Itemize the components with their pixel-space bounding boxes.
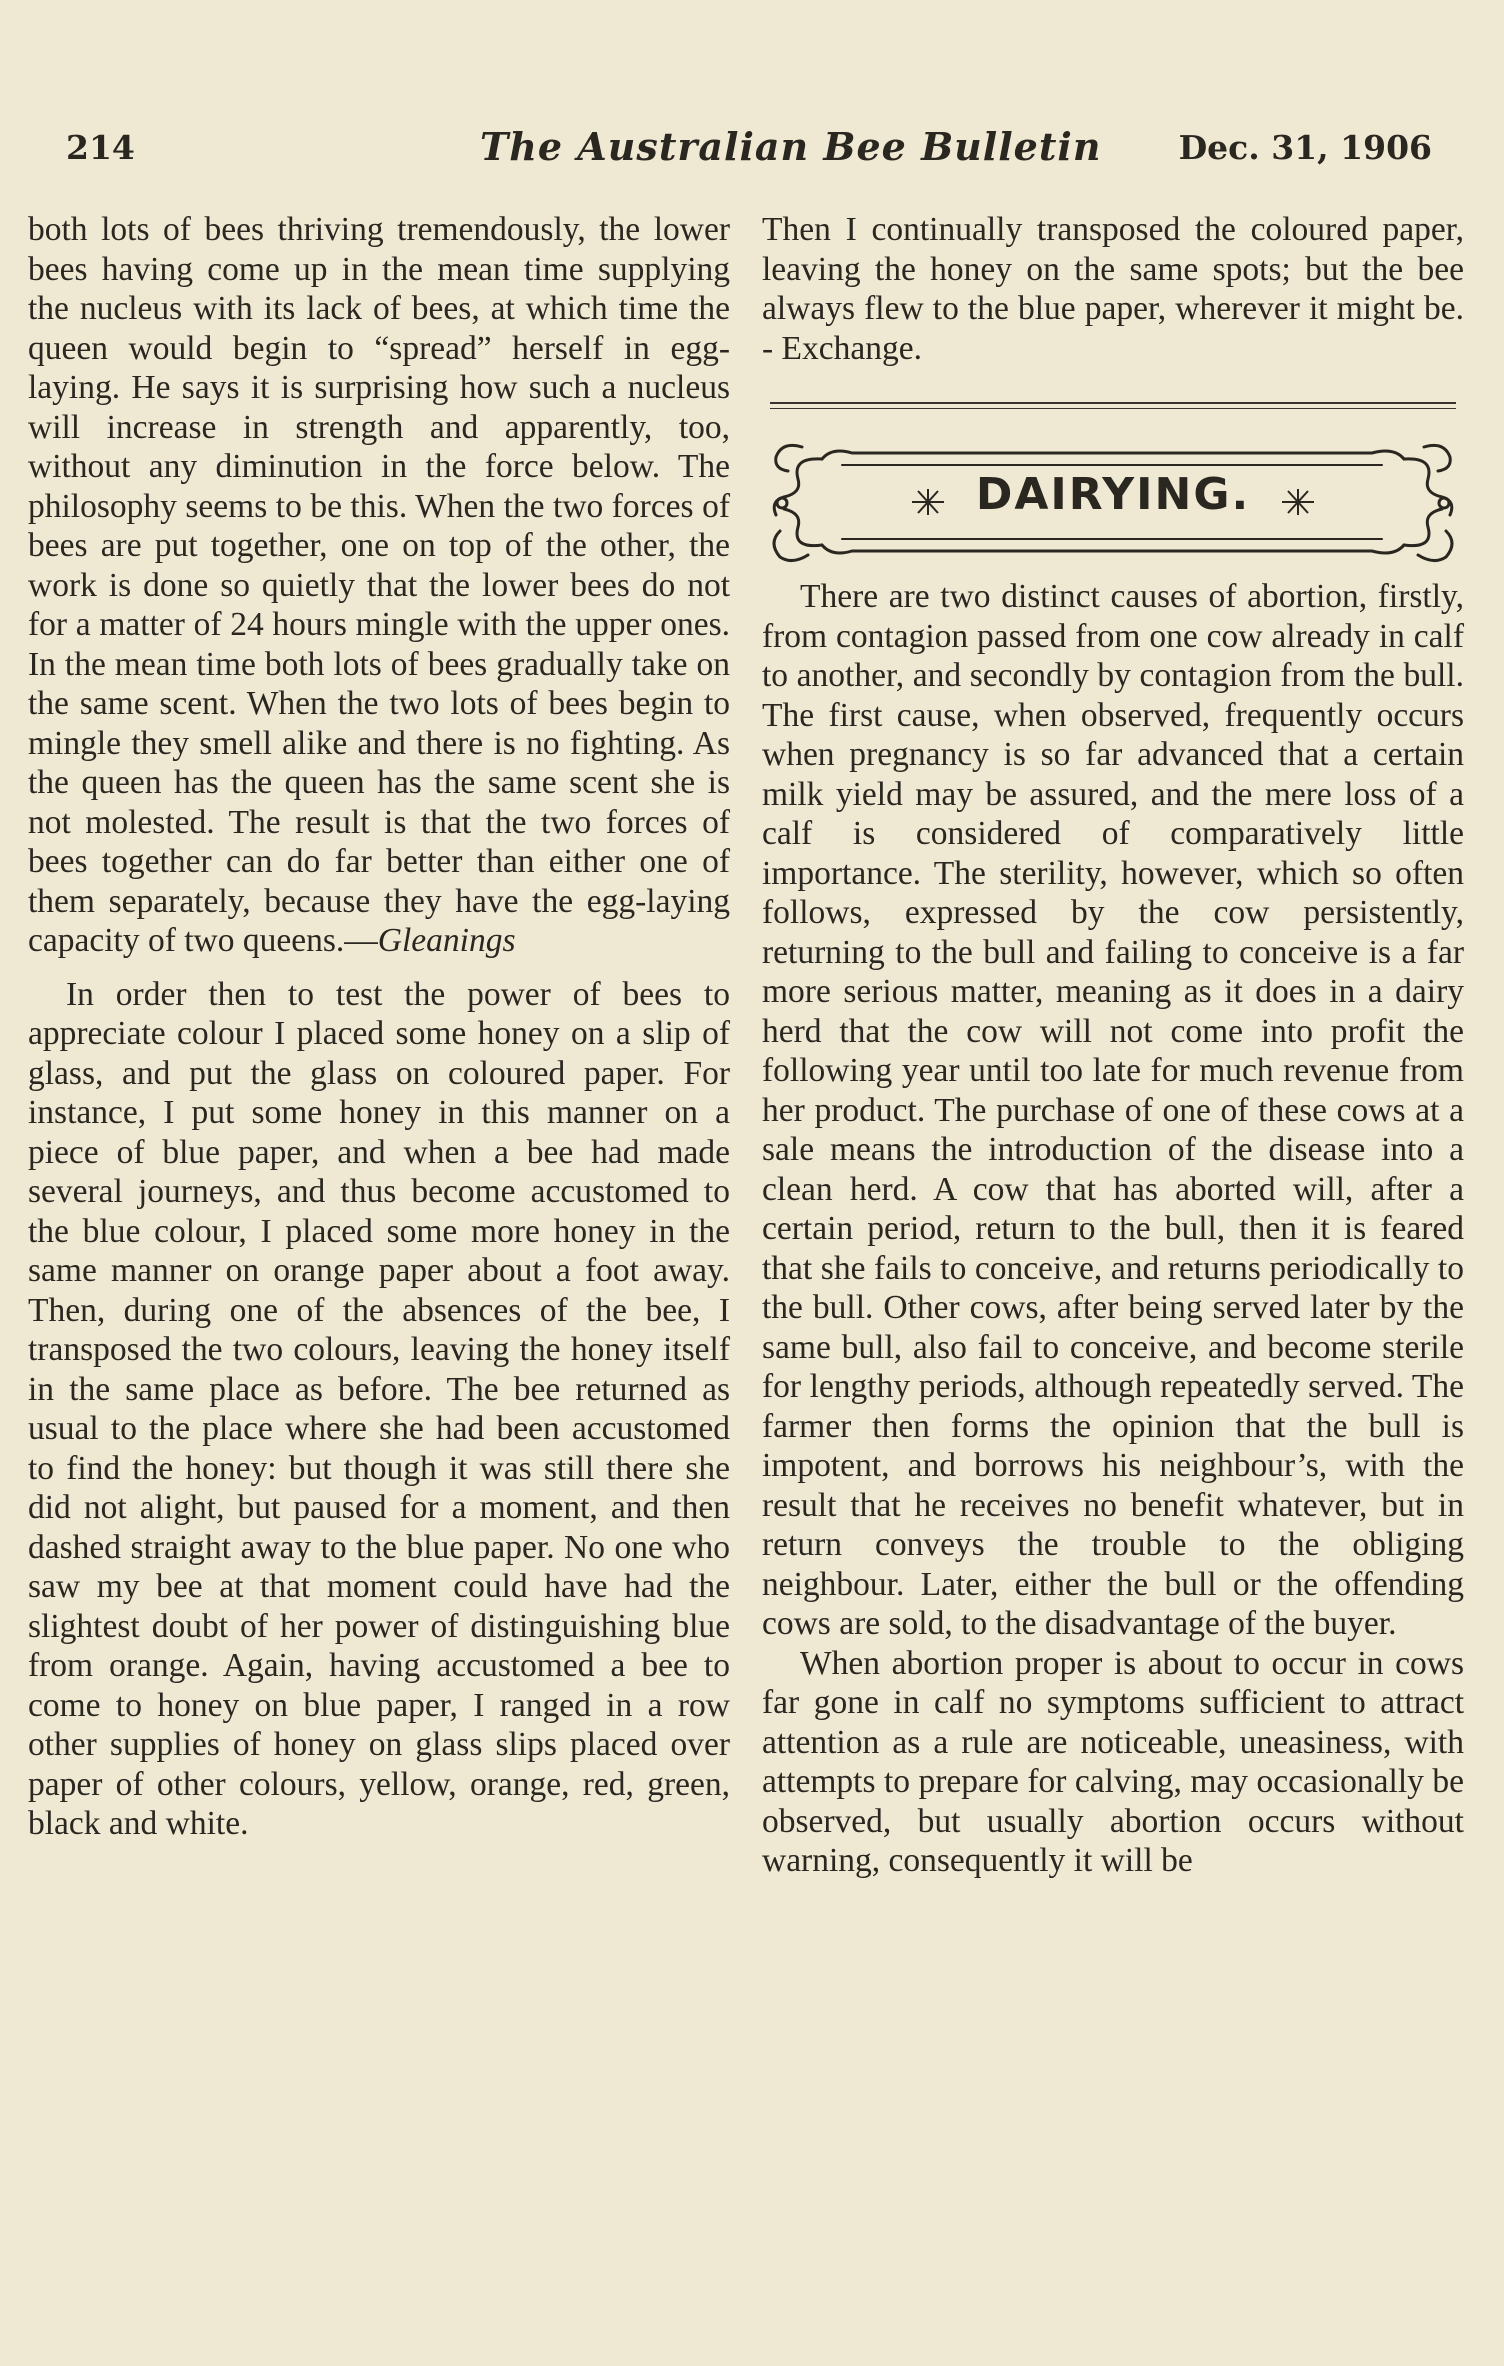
running-title: The Australian Bee Bulletin xyxy=(480,124,1102,169)
source-citation: Gleanings xyxy=(377,922,516,959)
section-divider xyxy=(770,402,1456,409)
left-column xyxy=(28,210,730,1844)
right-paragraph-1: Then I continually transposed the coloured paper, leaving the honey on the same spots; but the bee always flew to the blue paper, wherever it might be. - Exchange. xyxy=(762,211,1464,367)
page-number: 214 xyxy=(66,128,135,167)
right-column xyxy=(762,210,1464,1881)
right-paragraph-2: There are two distinct causes of abortion, firstly, from contagion passed from one cow already in calf to another, and secondly by contagion from the bull. The first cause, when observed, frequently occurs when pregnancy is so far advanced that a certain milk yield may be assured, and the mere loss of a calf is considered of comparatively little importance. The sterility, however, which so often follows, expressed by the cow persistently, returning to the bull and failing to conceive is a far more serious matter, meaning as it does in a dairy herd that the cow will not come into profit the following year until too late for much revenue from her product. The purchase of one of these cows at a sale means the introduction of the disease into a clean herd. A cow that has aborted will, after a certain period, return to the bull, then it is feared that she fails to conceive, and returns periodically to the bull. Other cows, after being served later by the same bull, also fail to conceive, and become sterile for lengthy periods, although repeatedly served. The farmer then forms the opinion that the bull is impotent, and borrows his neighbour’s, with the result that he receives no benefit whatever, but in return conveys the trouble to the obliging neighbour. Later, either the bull or the offending cows are sold, to the disadvantage of the buyer. xyxy=(762,578,1464,1642)
left-paragraph-1 xyxy=(28,210,730,961)
right-paragraph-3: When abortion proper is about to occur in cows far gone in calf no symptoms sufficient to attract attention as a rule are noticeable, uneasiness, with attempts to prepare for calving, may occasionally be observed, but usually abortion occurs without warning, consequently it will be xyxy=(762,1644,1464,1879)
left-paragraph-2: In order then to test the power of bees to appreciate colour I placed some honey on a slip of glass, and put the glass on coloured paper. For instance, I put some honey in this manner on a piece of blue paper, and when a bee had made several journeys, and thus become accustomed to the blue colour, I placed some more honey in the same manner on orange paper about a foot away. Then, during one of the absences of the bee, I transposed the two colours, leaving the honey itself in the same place as before. The bee returned as usual to the place where she had been accustomed to find the honey: but though it was still there she did not alight, but paused for a moment, and then dashed straight away to the blue paper. No one who saw my bee at that moment could have had the slightest doubt of her power of distinguishing blue from orange. Again, having accustomed a bee to come to honey on blue paper, I ranged in a row other supplies of honey on glass slips placed over paper of other colours, yellow, orange, red, green, black and white. xyxy=(28,975,730,1842)
issue-date: Dec. 31, 1906 xyxy=(1178,128,1432,167)
section-heading-ornament xyxy=(762,427,1464,577)
left-paragraph-1-text: both lots of bees thriving tremendously, the lower bees having come up in the mean time supplying the nucleus with its lack of bees, at which time the queen would begin to “spread” herself in egg-laying. He says it is surprising how such a nucleus will increase in strength and apparently, too, without any diminution in the force below. The philosophy seems to be this. When the two forces of bees are put together, one on top of the other, the work is done so quietly that the lower bees do not for a matter of 24 hours mingle with the upper ones. In the mean time both lots of bees gradually take on the same scent. When the two lots of bees begin to mingle they smell alike and there is no fighting. As the queen has the queen has the same scent she is not molested. The result is that the two forces of bees together can do far better than either one of them separately, because they have the egg-laying capacity of two queens.— xyxy=(28,211,730,959)
section-heading: DAIRYING. xyxy=(975,469,1251,520)
